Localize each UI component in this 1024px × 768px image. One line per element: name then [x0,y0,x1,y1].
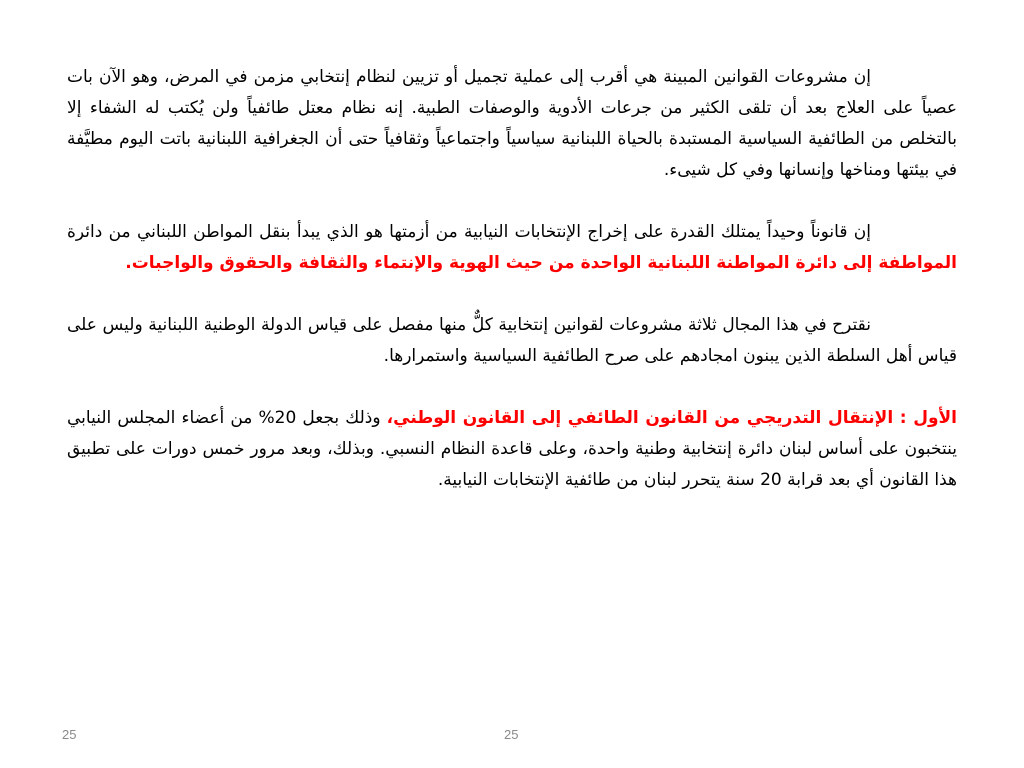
paragraph-4-text: وذلك بجعل 20% من أعضاء المجلس النيابي ينتخبون على أساس لبنان دائرة إنتخابية وطنية واحدة، وعلى قاعدة النظام النسبي. وبذلك، وبعد مرور خمس دورات على تطبيق هذا القانون أي بعد قرابة 20 سنة يتحرر لبنان من طائفية الإنتخابات النيابية. [67,408,957,490]
paragraph-4 [67,403,957,496]
slide-body-text [67,62,957,496]
paragraph-1: إن مشروعات القوانين المبينة هي أقرب إلى عملية تجميل أو تزيين لنظام إنتخابي مزمن في المرض، وهو الآن بات عصياً على العلاج بعد أن تلقى الكثير من جرعات الأدوية والوصفات الطبية. إنه نظام معتل طائفياً ولن يُكتب له الشفاء إلا بالتخلص من الطائفية السياسية المستبدة بالحياة اللبنانية سياسياً واجتماعياً وثقافياً حتى أن الجغرافية اللبنانية باتت اليوم مطيَّفة في بيئتها ومناخها وإنسانها وفي كل شيىء. [67,67,957,180]
paragraph-3: نقترح في هذا المجال ثلاثة مشروعات لقوانين إنتخابية كلٌّ منها مفصل على قياس الدولة الوطنية اللبنانية وليس على قياس أهل السلطة الذين يبنون امجادهم على صرح الطائفية السياسية واستمرارها. [67,315,957,366]
slide-number-center: 25 [504,727,519,742]
slide-number-left: 25 [62,727,77,742]
paragraph-4-emphasis: الأول : الإنتقال التدريجي من القانون الطائفي إلى القانون الوطني، [386,408,957,428]
paragraph-2 [67,217,957,279]
paragraph-2-text: إن قانوناً وحيداً يمتلك القدرة على إخراج الإنتخابات النيابية من أزمتها هو الذي يبدأ بنقل المواطن اللبناني من دائرة [67,222,871,242]
paragraph-2-emphasis: المواطفة إلى دائرة المواطنة اللبنانية الواحدة من حيث الهوية والإنتماء والثقافة والحقوق والواجبات. [125,253,957,273]
